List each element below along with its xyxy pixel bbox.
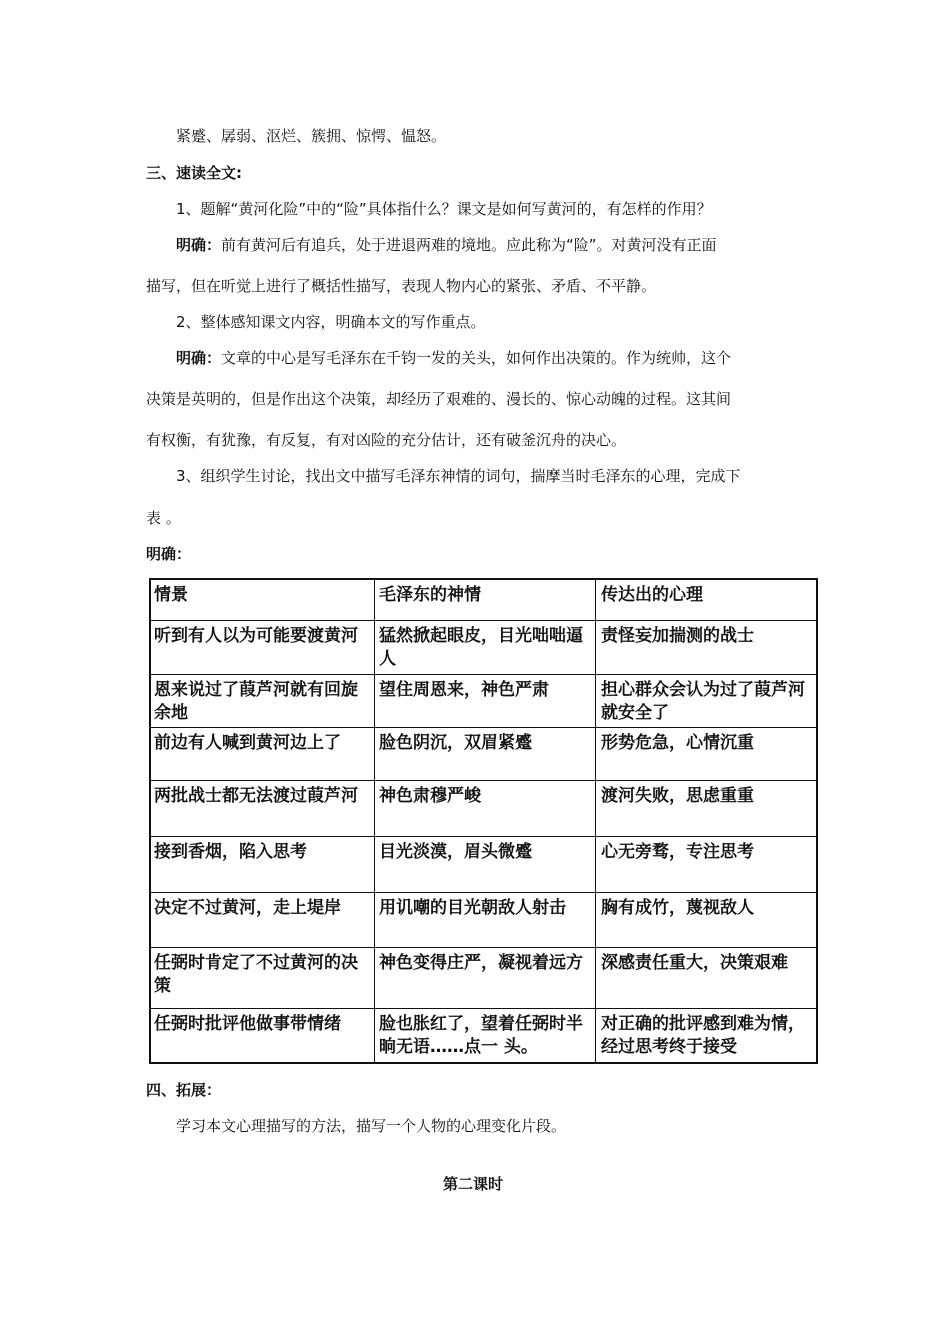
- table-row: [151, 780, 816, 836]
- table-cell: 胸有成竹，蔑视敌人: [601, 898, 754, 918]
- header-cell: 传达出的心理: [601, 585, 703, 605]
- extension-task: 学习本文心理描写的方法，描写一个人物的心理变化片段。: [176, 1117, 567, 1135]
- table-label: 明确：: [146, 545, 192, 563]
- table-cell: 用讥嘲的目光朝敌人射击: [379, 898, 566, 918]
- answer-2-line-1: [176, 348, 731, 368]
- answer-2-line-2: 决策是英明的，但是作出这个决策，却经历了艰难的、漫长的、惊心动魄的过程。这其间: [146, 390, 732, 408]
- header-cell: 情景: [154, 585, 188, 605]
- question-3-line-2: 表 。: [146, 509, 181, 527]
- vocab-list: 紧蹙、孱弱、沤烂、簇拥、惊愕、愠怒。: [176, 127, 447, 145]
- table-cell: 任弼时肯定了不过黄河的决策: [154, 953, 358, 996]
- answer-label: 明确：: [176, 236, 222, 254]
- table-cell: 脸也胀红了，望着任弼时半晌无语……点一 头。: [379, 1014, 583, 1057]
- table-cell: 渡河失败，思虑重重: [601, 786, 754, 806]
- table-row: [151, 1008, 816, 1062]
- table-cell: 任弼时批评他做事带情绪: [154, 1014, 341, 1034]
- table-header-row: [151, 580, 816, 620]
- table-row: [151, 674, 816, 727]
- answer-1-line-1: [176, 235, 717, 255]
- question-1: 1、题解“黄河化险”中的“险”具体指什么？课文是如何写黄河的，有怎样的作用？: [176, 200, 712, 218]
- table-cell: 目光淡漠，眉头微蹙: [379, 842, 532, 862]
- table-cell: 听到有人以为可能要渡黄河: [154, 626, 358, 646]
- header-cell: 毛泽东的神情: [379, 585, 481, 605]
- table-cell: 望住周恩来，神色严肃: [379, 680, 549, 700]
- table-cell: 担心群众会认为过了葭芦河就安全了: [601, 680, 805, 723]
- table-cell: 深感责任重大，决策艰难: [601, 953, 788, 973]
- table-cell: 恩来说过了葭芦河就有回旋余地: [154, 680, 358, 723]
- answer-text: 文章的中心是写毛泽东在千钧一发的关头，如何作出决策的。作为统帅，这个: [221, 349, 732, 367]
- section-heading-3: 三、速读全文:: [146, 164, 242, 182]
- answer-text: 前有黄河后有追兵，处于进退两难的境地。应此称为“险”。对黄河没有正面: [221, 236, 717, 254]
- answer-1-line-2: 描写，但在听觉上进行了概括性描写，表现人物内心的紧张、矛盾、不平静。: [146, 277, 657, 295]
- table-cell: 神色肃穆严峻: [379, 786, 481, 806]
- psychology-table: [149, 578, 818, 1064]
- table-row: [151, 727, 816, 780]
- table-cell: 两批战士都无法渡过葭芦河: [154, 786, 358, 806]
- table-cell: 神色变得庄严，凝视着远方: [379, 953, 583, 973]
- question-2: 2、整体感知课文内容，明确本文的写作重点。: [176, 313, 486, 331]
- table-cell: 接到香烟，陷入思考: [154, 842, 307, 862]
- table-cell: 决定不过黄河，走上堤岸: [154, 898, 341, 918]
- table-cell: 形势危急，心情沉重: [601, 733, 754, 753]
- table-cell: 心无旁骛，专注思考: [601, 842, 754, 862]
- answer-label: 明确：: [176, 349, 222, 367]
- table-cell: 对正确的批评感到难为情， 经过思考终于接受: [601, 1014, 805, 1057]
- table-row: [151, 947, 816, 1008]
- table-row: [151, 836, 816, 892]
- question-3-line-1: 3、组织学生讨论，找出文中描写毛泽东神情的词句，揣摩当时毛泽东的心理，完成下: [176, 467, 741, 485]
- answer-2-line-3: 有权衡，有犹豫，有反复，有对凶险的充分估计，还有破釜沉舟的决心。: [146, 431, 627, 449]
- table-cell: 猛然掀起眼皮，目光咄咄逼人: [379, 626, 583, 669]
- table-cell: 责怪妄加揣测的战士: [601, 626, 754, 646]
- table-cell: 前边有人喊到黄河边上了: [154, 733, 341, 753]
- lesson-2-heading: 第二课时: [443, 1175, 504, 1193]
- table-cell: 脸色阴沉，双眉紧蹙: [379, 733, 532, 753]
- section-heading-4: 四、拓展：: [146, 1081, 222, 1099]
- table-row: [151, 620, 816, 674]
- table-row: [151, 892, 816, 947]
